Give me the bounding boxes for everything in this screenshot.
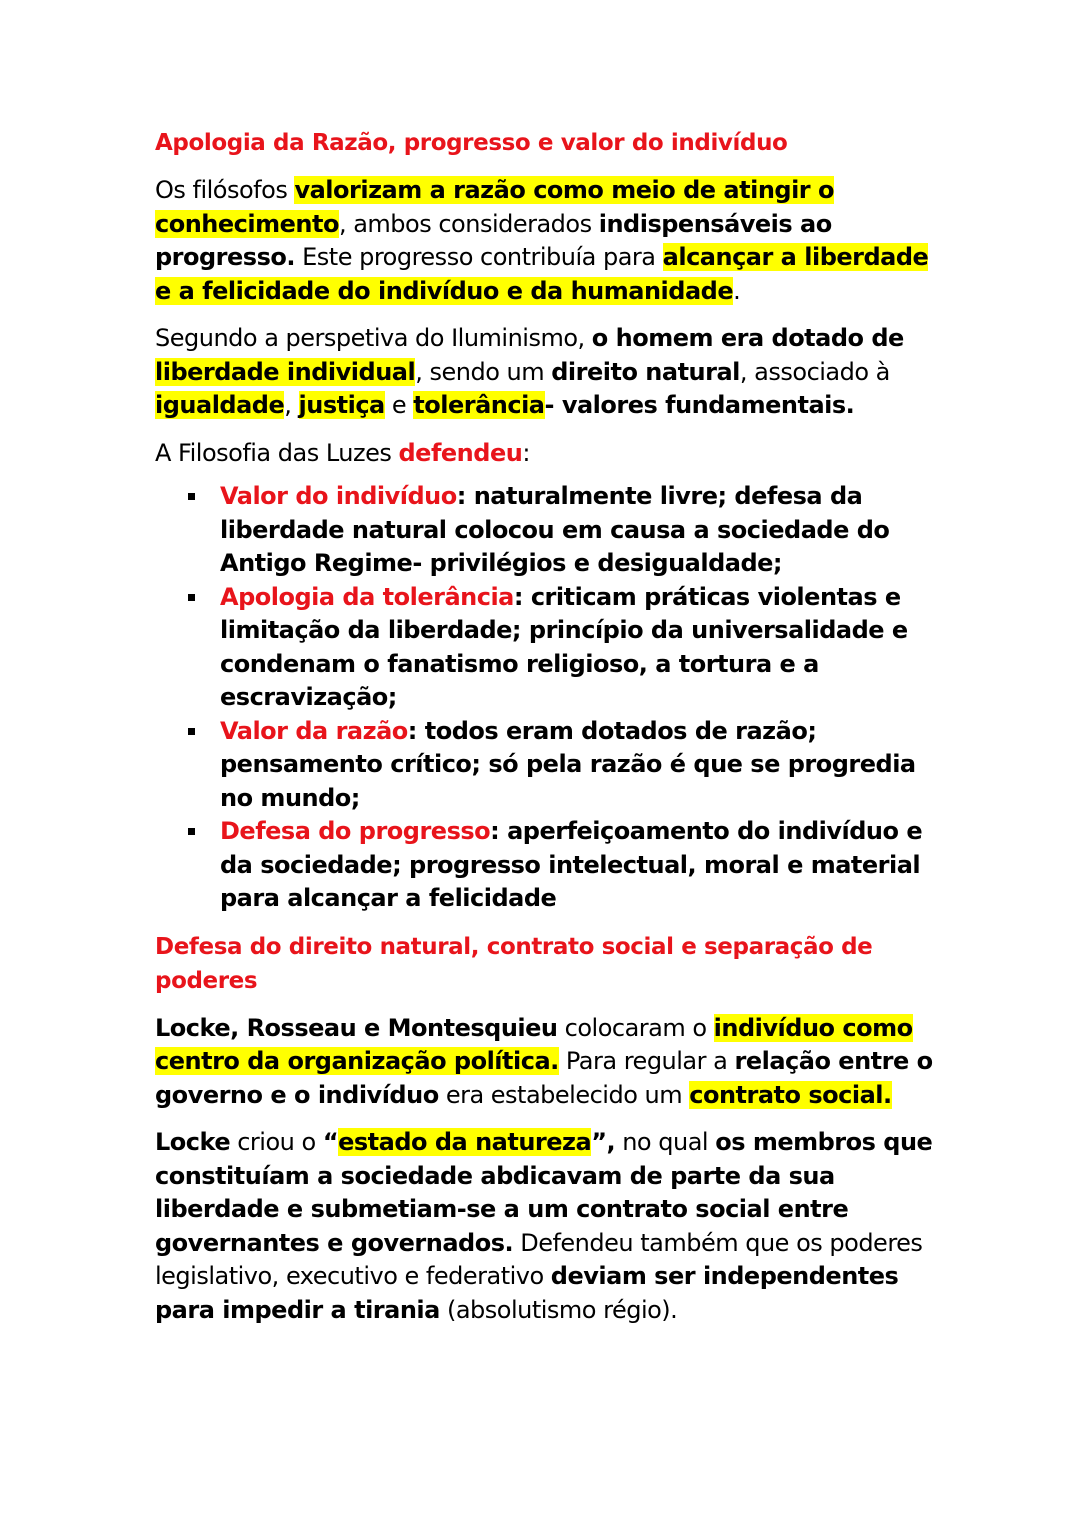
highlight-liberdade: alcançar a liberdade e a felicidade do indivíduo e da humanidade	[155, 243, 929, 305]
list-item: Apologia da tolerância: criticam práticas violentas e limitação da liberdade; princípio da universalidade e condenam o fanatismo religioso, a tortura e a escravização;	[220, 581, 945, 715]
list-item: Defesa do progresso: aperfeiçoamento do indivíduo e da sociedade; progresso intelectual, moral e material para alcançar a felicidade	[220, 815, 945, 916]
square-bullet-icon	[188, 828, 195, 835]
square-bullet-icon	[188, 594, 195, 601]
section-heading-razao: Apologia da Razão, progresso e valor do indivíduo	[155, 130, 788, 156]
section-heading-direito-natural: Defesa do direito natural, contrato social e separação de poderes	[155, 933, 873, 994]
bullet-list	[155, 480, 945, 916]
document-page	[155, 126, 945, 1341]
paragraph-filosofia-luzes: A Filosofia das Luzes defendeu:	[155, 438, 530, 467]
square-bullet-icon	[188, 493, 195, 500]
paragraph-filosofos: Os filósofos valorizam a razão como meio de atingir o conhecimento, ambos considerados indispensáveis ao progresso. Este progresso contribuía para alcançar a liberdade e a felicidade do indivíduo e da humanidade.	[155, 176, 929, 305]
highlight-razao: valorizam a razão como meio de atingir o conhecimento	[155, 176, 834, 238]
paragraph-locke-estado: Locke criou o “estado da natureza”, no qual os membros que constituíam a sociedade abdicavam de parte da sua liberdade e submetiam-se a um contrato social entre governantes e governados. Defendeu também que os poderes legislativo, executivo e federativo deviam ser independentes para impedir a tirania (absolutismo régio).	[155, 1128, 933, 1324]
paragraph-iluminismo: Segundo a perspetiva do Iluminismo, o homem era dotado de liberdade individual, sendo um direito natural, associado à igualdade, justiça e tolerância- valores fundamentais.	[155, 324, 904, 419]
list-item: Valor do indivíduo: naturalmente livre; defesa da liberdade natural colocou em causa a sociedade do Antigo Regime- privilégios e desigualdade;	[220, 480, 945, 581]
square-bullet-icon	[188, 728, 195, 735]
paragraph-locke-rosseau: Locke, Rosseau e Montesquieu colocaram o indivíduo como centro da organização política. Para regular a relação entre o governo e o indivíduo era estabelecido um contrato social.	[155, 1013, 933, 1109]
list-item: Valor da razão: todos eram dotados de razão; pensamento crítico; só pela razão é que se progredia no mundo;	[220, 715, 945, 816]
